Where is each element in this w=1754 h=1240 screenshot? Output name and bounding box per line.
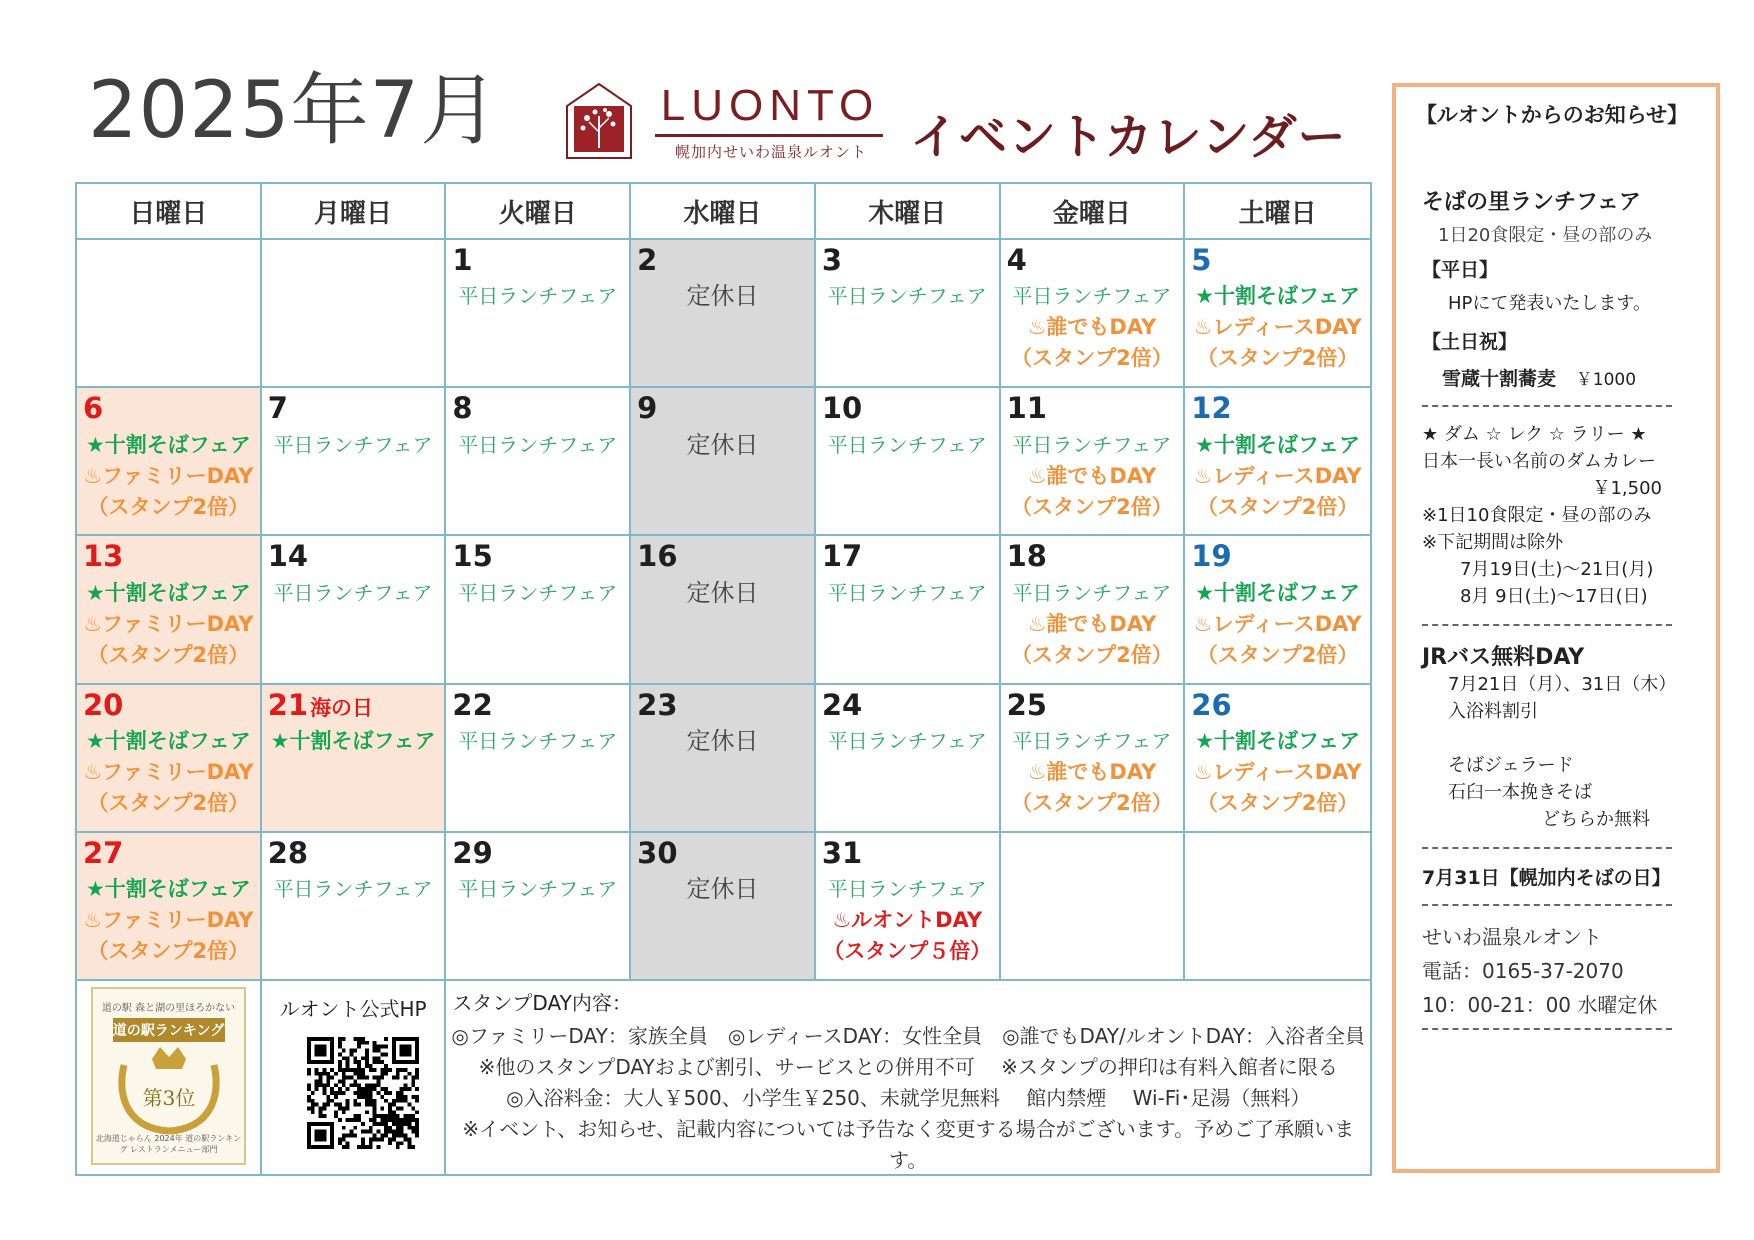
day-number: 18 — [1006, 539, 1047, 574]
stamp-day-label: ♨ファミリーDAY — [83, 611, 254, 636]
stamp-day-label: （スタンプ2倍） — [1011, 642, 1173, 667]
day-number: 30 — [637, 835, 678, 870]
calendar — [75, 182, 1372, 1176]
divider — [1422, 904, 1672, 906]
soba-fair-label: ★十割そばフェア — [1195, 728, 1361, 753]
logo-house-icon — [565, 82, 633, 160]
day-number: 15 — [452, 539, 493, 574]
stamp-day-label: （スタンプ2倍） — [1196, 790, 1359, 815]
calendar-day-cell — [1001, 685, 1186, 833]
calendar-grid — [77, 184, 1370, 981]
stamp-info-line: ◎入浴料金：大人￥500、小学生￥250、未就学児無料 館内禁煙 Wi-Fi･足湯（無料） — [506, 1086, 1311, 1110]
facility-phone: 電話：0165-37-2070 — [1422, 959, 1624, 983]
weekday-heading: 【平日】 — [1422, 259, 1499, 281]
stamp-day-label: （スタンプ2倍） — [87, 939, 250, 964]
dam-note: ※1日10食限定・昼の部のみ — [1422, 505, 1652, 526]
logo-underline — [655, 134, 883, 137]
stamp-info-cell — [446, 981, 1370, 1174]
day-number: 11 — [1006, 391, 1047, 426]
weekend-price: ￥1000 — [1575, 370, 1637, 390]
jr-bus-dates: 7月21日（月）、31日（木） — [1448, 674, 1677, 695]
jr-bus-item: そばジェラード — [1448, 755, 1574, 776]
stamp-day-label: ♨ファミリーDAY — [83, 908, 254, 933]
soba-fair-label: ★十割そばフェア — [85, 432, 251, 457]
stamp-day-label: ♨誰でもDAY — [1027, 759, 1157, 784]
stamp-day-label: （スタンプ2倍） — [1011, 494, 1173, 519]
day-number: 16 — [637, 539, 678, 574]
soba-fair-label: ★十割そばフェア — [85, 728, 251, 753]
lunch-fair-label: 平日ランチフェア — [827, 580, 987, 605]
divider — [1422, 624, 1672, 626]
lunch-fair-label: 平日ランチフェア — [827, 728, 987, 753]
divider — [1422, 1028, 1672, 1030]
closed-label: 定休日 — [686, 430, 759, 459]
calendar-day-cell — [631, 685, 816, 833]
jr-bus-discount: 入浴料割引 — [1448, 701, 1538, 722]
weekday-header: 木曜日 — [816, 184, 1001, 240]
day-number: 25 — [1006, 687, 1047, 722]
soba-fair-label: ★十割そばフェア — [85, 877, 251, 902]
weekday-text: HPにて発表いたします。 — [1448, 293, 1651, 314]
stamp-info-line: ◎ファミリーDAY：家族全員 ◎レディースDAY：女性全員 ◎誰でもDAY/ルオントDAY：入浴者全員 — [451, 1024, 1366, 1048]
laurel-wreath-icon — [110, 1039, 228, 1139]
facility-name: せいわ温泉ルオント — [1422, 925, 1602, 949]
day-number: 2 — [637, 243, 658, 277]
stamp-day-label: ♨レディースDAY — [1193, 463, 1362, 488]
lunch-fair-label: 平日ランチフェア — [458, 877, 618, 902]
stamp-day-label: （スタンプ2倍） — [1011, 346, 1173, 371]
month-title: 2025年7月 — [88, 66, 500, 156]
day-number: 7 — [267, 391, 288, 426]
stamp-info-line: ※イベント、お知らせ、記載内容については予告なく変更する場合がございます。予めご了承願います。 — [462, 1117, 1355, 1172]
calendar-empty-cell — [1001, 833, 1186, 981]
stamp-day-label: ♨ルオントDAY — [832, 908, 983, 933]
jr-bus-item: 石臼一本挽きそば — [1448, 782, 1592, 803]
day-number: 31 — [821, 835, 863, 870]
stamp-day-label: ♨誰でもDAY — [1027, 611, 1157, 636]
lunch-fair-label: 平日ランチフェア — [458, 284, 618, 309]
day-number: 5 — [1191, 243, 1212, 277]
calendar-day-cell — [816, 388, 1001, 536]
stamp-info-line: ※他のスタンプDAYおよび割引、サービスとの併用不可 ※スタンプの押印は有料入館者に限る — [478, 1055, 1338, 1079]
lunch-fair-label: 平日ランチフェア — [827, 432, 987, 457]
soba-fair-label: ★十割そばフェア — [1195, 580, 1361, 605]
notice-sidebar — [1392, 83, 1720, 1173]
calendar-day-cell — [262, 685, 447, 833]
day-number: 13 — [83, 539, 124, 574]
dam-name: 日本一長い名前のダムカレー — [1422, 451, 1656, 472]
calendar-day-cell — [262, 388, 447, 536]
closed-label: 定休日 — [686, 282, 759, 311]
day-number: 17 — [821, 539, 863, 574]
day-number: 21 — [267, 687, 309, 722]
stamp-day-label: （スタンプ2倍） — [1196, 642, 1359, 667]
calendar-day-cell — [77, 833, 262, 981]
stamp-day-label: （スタンプ2倍） — [1196, 346, 1359, 371]
calendar-day-cell — [1185, 685, 1370, 833]
lunch-fair-label: 平日ランチフェア — [1012, 284, 1172, 309]
sidebar-title: 【ルオントからのお知らせ】 — [1415, 103, 1689, 127]
stamp-day-label: （スタンプ2倍） — [87, 790, 250, 815]
jr-bus-item: どちらか無料 — [1542, 809, 1650, 830]
day-number: 8 — [452, 391, 473, 426]
logo-subtitle: 幌加内せいわ温泉ルオント — [674, 143, 867, 161]
day-number: 22 — [452, 687, 493, 722]
day-number: 4 — [1006, 243, 1027, 277]
calendar-empty-cell — [1185, 833, 1370, 981]
stamp-day-label: ♨レディースDAY — [1193, 315, 1362, 340]
calendar-day-cell — [77, 685, 262, 833]
award-badge-rank-title: 道の駅ランキング — [113, 1018, 225, 1042]
weekend-heading: 【土日祝】 — [1422, 331, 1518, 353]
stamp-day-label: ♨レディースDAY — [1193, 611, 1362, 636]
logo-text: LUONTO — [660, 81, 880, 130]
soba-fair-note: 1日20食限定・昼の部のみ — [1438, 225, 1653, 246]
lunch-fair-label: 平日ランチフェア — [458, 432, 618, 457]
soba-fair-label: ★十割そばフェア — [1195, 432, 1361, 457]
calendar-day-cell — [631, 833, 816, 981]
day-number: 23 — [637, 687, 678, 722]
holiday-name: 海の日 — [310, 695, 374, 720]
qr-code-icon[interactable] — [307, 1037, 419, 1149]
lunch-fair-label: 平日ランチフェア — [1012, 432, 1172, 457]
calendar-day-cell — [1001, 240, 1186, 388]
closed-label: 定休日 — [686, 726, 759, 755]
calendar-day-cell — [816, 536, 1001, 684]
calendar-day-cell — [262, 536, 447, 684]
dam-period: 7月19日(土)～21日(月) — [1460, 559, 1654, 580]
stamp-day-label: （スタンプ2倍） — [87, 494, 250, 519]
stamp-day-label: （スタンプ2倍） — [1196, 494, 1359, 519]
day-number: 12 — [1191, 391, 1232, 426]
hp-label: ルオント公式HP — [279, 997, 427, 1021]
stamp-day-label: ♨ファミリーDAY — [83, 759, 254, 784]
lunch-fair-label: 平日ランチフェア — [1012, 580, 1172, 605]
weekday-header: 火曜日 — [446, 184, 631, 240]
soba-fair-label: ★十割そばフェア — [85, 580, 251, 605]
dam-period: 8月 9日(土)～17日(日) — [1460, 586, 1648, 607]
weekday-header: 月曜日 — [262, 184, 447, 240]
calendar-day-cell — [446, 833, 631, 981]
soba-day: 7月31日【幌加内そばの日】 — [1422, 867, 1671, 889]
calendar-day-cell — [816, 240, 1001, 388]
lunch-fair-label: 平日ランチフェア — [1012, 728, 1172, 753]
calendar-day-cell — [631, 536, 816, 684]
divider — [1422, 847, 1672, 849]
award-badge-top: 道の駅 森と湖の里ほろかない — [101, 1003, 236, 1014]
calendar-day-cell — [446, 388, 631, 536]
day-number: 1 — [452, 243, 473, 277]
facility-hours: 10：00-21：00 水曜定休 — [1422, 993, 1658, 1017]
calendar-day-cell — [631, 240, 816, 388]
calendar-footer — [77, 981, 1370, 1174]
calendar-day-cell — [446, 536, 631, 684]
calendar-day-cell — [1001, 536, 1186, 684]
weekend-item-row — [1442, 364, 1696, 391]
calendar-day-cell — [1185, 388, 1370, 536]
day-number: 14 — [267, 539, 309, 574]
weekday-header: 水曜日 — [631, 184, 816, 240]
jr-bus-heading: JRバス無料DAY — [1422, 645, 1585, 670]
stamp-day-label: ♨誰でもDAY — [1027, 463, 1157, 488]
calendar-day-cell — [1185, 536, 1370, 684]
calendar-empty-cell — [262, 240, 447, 388]
stamp-day-label: （スタンプ2倍） — [87, 642, 250, 667]
soba-fair-label: ★十割そばフェア — [1195, 284, 1361, 309]
calendar-day-cell — [816, 833, 1001, 981]
calendar-day-cell — [816, 685, 1001, 833]
weekday-header: 日曜日 — [77, 184, 262, 240]
stamp-day-label: ♨レディースDAY — [1193, 759, 1362, 784]
stamp-day-label: （スタンプ2倍） — [1011, 790, 1173, 815]
calendar-day-cell — [1001, 388, 1186, 536]
lunch-fair-label: 平日ランチフェア — [827, 877, 987, 902]
calendar-day-cell — [1185, 240, 1370, 388]
soba-fair-heading: そばの里ランチフェア — [1422, 190, 1641, 215]
dam-title: ★ ダム ☆ レク ☆ ラリー ★ — [1422, 424, 1647, 445]
weekday-header: 土曜日 — [1185, 184, 1370, 240]
stamp-info-lines — [446, 1021, 1370, 1176]
lunch-fair-label: 平日ランチフェア — [458, 728, 618, 753]
weekday-header: 金曜日 — [1001, 184, 1186, 240]
event-calendar-title: イベントカレンダー — [910, 109, 1347, 165]
divider — [1422, 405, 1672, 407]
day-number: 20 — [83, 687, 124, 722]
award-rank-text: 第3位 — [142, 1086, 196, 1110]
day-number: 10 — [821, 391, 863, 426]
calendar-day-cell — [631, 388, 816, 536]
closed-label: 定休日 — [686, 875, 759, 904]
lunch-fair-label: 平日ランチフェア — [273, 580, 433, 605]
day-number: 6 — [83, 391, 104, 426]
closed-label: 定休日 — [686, 578, 759, 607]
calendar-day-cell — [77, 388, 262, 536]
award-badge-foot: 北海道じゃらん 2024年 道の駅ランキング レストランメニュー部門 — [95, 1134, 242, 1154]
soba-fair-label: ★十割そばフェア — [270, 728, 436, 753]
day-number: 19 — [1191, 539, 1232, 574]
calendar-day-cell — [446, 240, 631, 388]
dam-price: ￥1,500 — [1592, 478, 1662, 499]
lunch-fair-label: 平日ランチフェア — [458, 580, 618, 605]
award-badge — [91, 987, 246, 1165]
day-number: 9 — [637, 391, 658, 426]
stamp-day-label: ♨誰でもDAY — [1027, 315, 1157, 340]
calendar-day-cell — [77, 536, 262, 684]
day-number: 3 — [821, 243, 843, 277]
stamp-info-title: スタンプDAY内容： — [452, 991, 632, 1015]
day-number: 27 — [83, 835, 124, 870]
calendar-empty-cell — [77, 240, 262, 388]
calendar-day-cell — [262, 833, 447, 981]
hp-cell — [262, 981, 447, 1174]
day-number: 24 — [821, 687, 863, 722]
lunch-fair-label: 平日ランチフェア — [273, 877, 433, 902]
day-number: 28 — [267, 835, 309, 870]
day-number: 26 — [1191, 687, 1232, 722]
dam-note: ※下記期間は除外 — [1422, 532, 1564, 553]
award-cell — [77, 981, 262, 1174]
lunch-fair-label: 平日ランチフェア — [273, 432, 433, 457]
lunch-fair-label: 平日ランチフェア — [827, 284, 987, 309]
stamp-day-label: ♨ファミリーDAY — [83, 463, 254, 488]
weekend-item: 雪蔵十割蕎麦 — [1442, 368, 1557, 390]
calendar-day-cell — [446, 685, 631, 833]
stamp-day-label: （スタンプ５倍） — [823, 939, 992, 964]
day-number: 29 — [452, 835, 493, 870]
